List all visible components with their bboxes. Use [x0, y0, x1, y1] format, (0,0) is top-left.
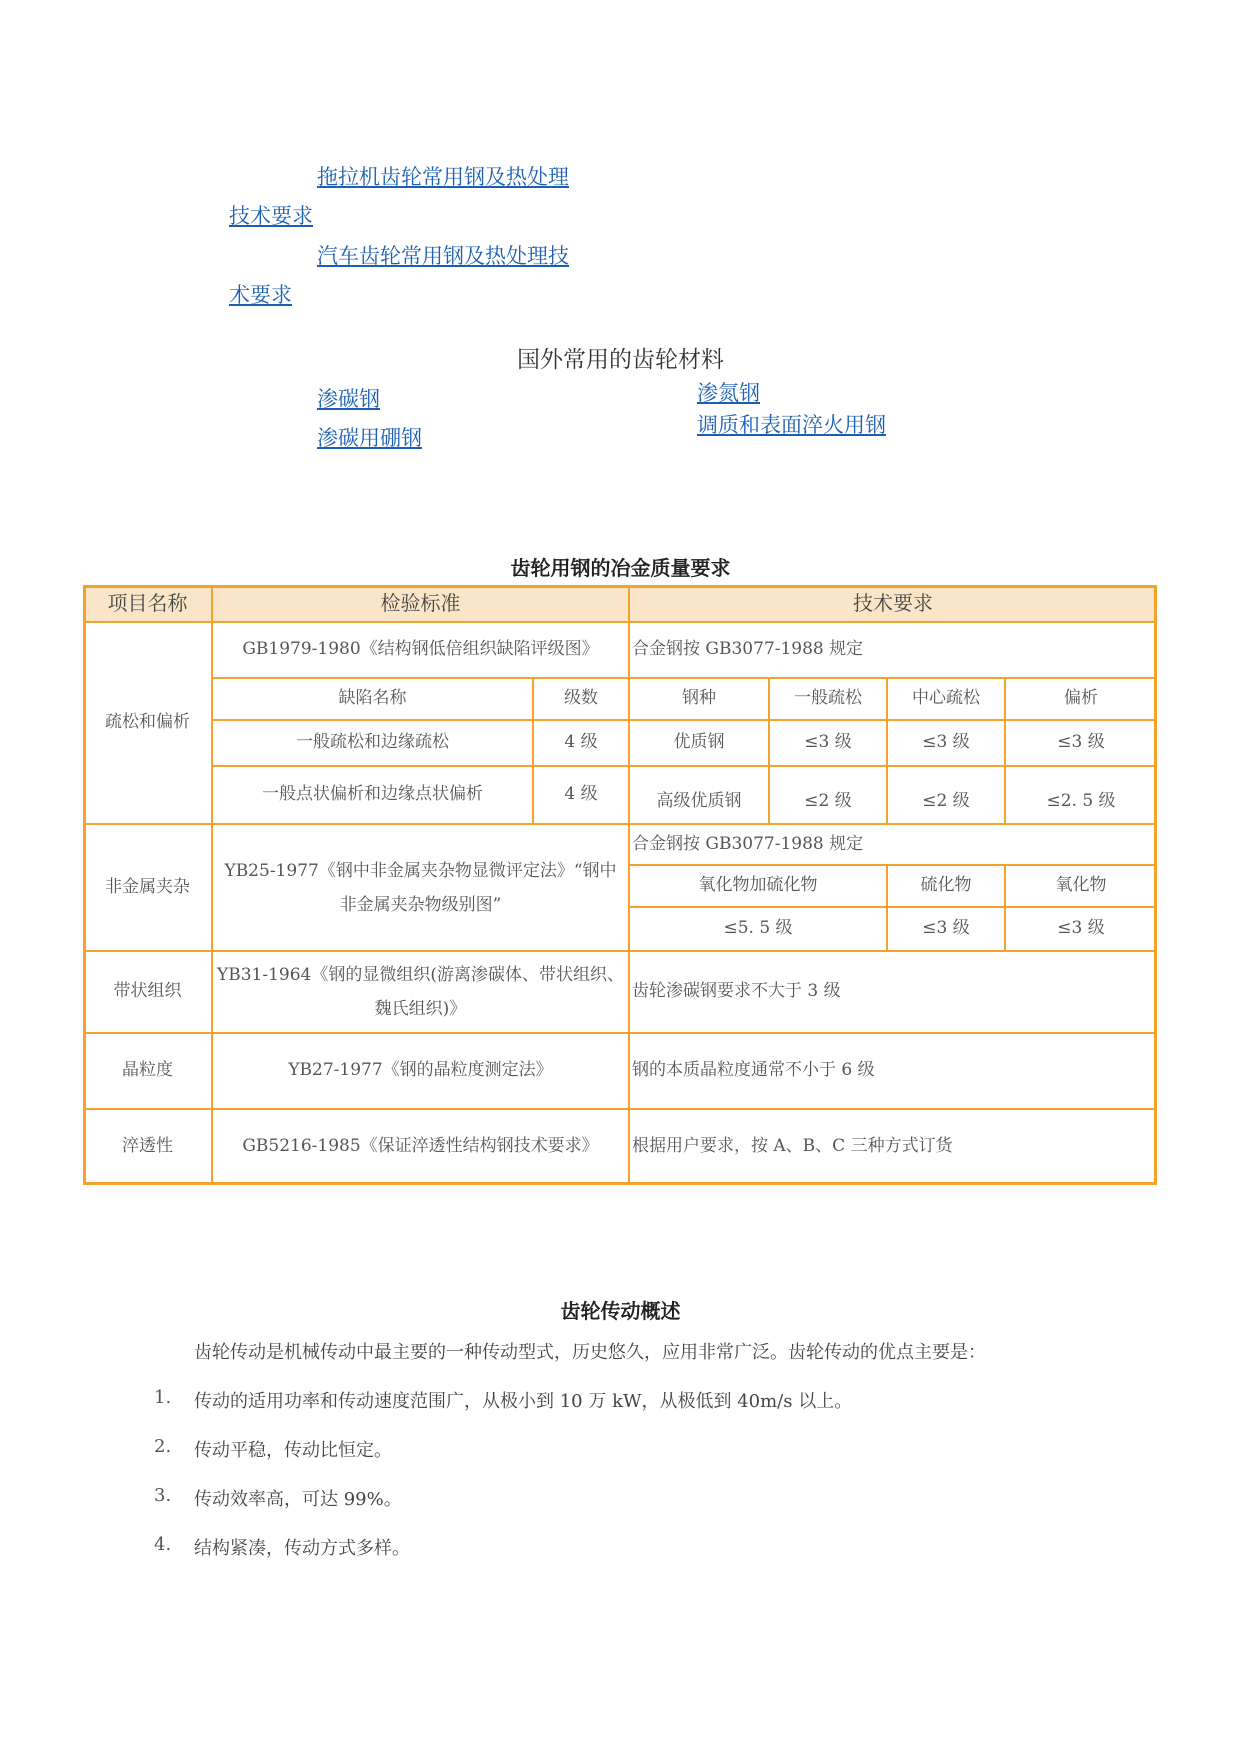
list-item: 传动效率高，可达 99%。	[194, 1489, 402, 1510]
link-quench-temper-steel[interactable]: 调质和表面淬火用钢	[697, 413, 886, 437]
center-porosity-header: 中心疏松	[912, 688, 980, 709]
center-porosity-cell: ≤3 级	[922, 732, 970, 753]
row-name-banded: 带状组织	[113, 981, 182, 1002]
segregation-header: 偏析	[1064, 688, 1098, 709]
general-porosity-cell: ≤2 级	[804, 791, 852, 812]
link-auto-gear-steel-cont[interactable]: 术要求	[229, 283, 292, 307]
oxide-sulfide-header: 氧化物加硫化物	[698, 875, 818, 896]
table-rule	[886, 678, 888, 824]
table-rule	[1004, 678, 1006, 824]
list-number: 2.	[154, 1436, 172, 1457]
list-item: 传动平稳，传动比恒定。	[194, 1440, 392, 1461]
foreign-materials-title: 国外常用的齿轮材料	[517, 347, 724, 373]
grade-header: 级数	[564, 688, 598, 709]
row-name-porosity: 疏松和偏析	[105, 711, 190, 732]
table-rule	[83, 1108, 1157, 1110]
defect-name-header: 缺陷名称	[338, 688, 407, 709]
steel-grade-header: 钢种	[682, 688, 716, 709]
defect-grade: 4 级	[564, 784, 598, 805]
defect-name: 一般疏松和边缘疏松	[296, 732, 449, 753]
list-item: 传动的适用功率和传动速度范围广，从极小到 10 万 kW，从极低到 40m/s 以上。	[194, 1391, 853, 1412]
inclusion-standard: YB25-1977《钢中非金属夹杂物显微评定法》“钢中非金属夹杂物级别图”	[224, 860, 617, 915]
header-item-name: 项目名称	[83, 585, 212, 621]
link-carburizing-steel[interactable]: 渗碳钢	[317, 387, 380, 411]
row-name-grain: 晶粒度	[122, 1060, 173, 1081]
header-standard: 检验标准	[212, 585, 629, 621]
list-number: 3.	[154, 1485, 172, 1506]
center-porosity-cell: ≤2 级	[922, 791, 970, 812]
table-rule	[629, 864, 1157, 866]
table-rule	[629, 906, 1157, 908]
link-nitriding-steel[interactable]: 渗氮钢	[697, 381, 760, 405]
overview-title: 齿轮传动概述	[560, 1299, 681, 1323]
porosity-standard: GB1979-1980《结构钢低倍组织缺陷评级图》	[242, 638, 599, 659]
row-name-hardenability: 淬透性	[122, 1136, 173, 1157]
segregation-cell: ≤2. 5 级	[1046, 791, 1116, 812]
table-rule	[768, 678, 770, 824]
overview-intro: 齿轮传动是机械传动中最主要的一种传动型式，历史悠久，应用非常广泛。齿轮传动的优点主要是：	[194, 1342, 986, 1363]
list-number: 4.	[154, 1534, 172, 1555]
steel-grade-cell: 高级优质钢	[656, 791, 742, 812]
inclusion-requirement: 合金钢按 GB3077-1988 规定	[632, 833, 864, 854]
general-porosity-cell: ≤3 级	[804, 732, 852, 753]
table-rule	[83, 823, 1157, 825]
row-name-inclusion: 非金属夹杂	[105, 876, 190, 897]
general-porosity-header: 一般疏松	[794, 688, 862, 709]
banded-requirement: 齿轮渗碳钢要求不大于 3 级	[632, 981, 841, 1002]
list-item: 结构紧凑，传动方式多样。	[194, 1538, 410, 1559]
table-rule	[532, 678, 534, 824]
oxide-sulfide-value: ≤5. 5 级	[723, 918, 793, 939]
link-boron-carburizing-steel[interactable]: 渗碳用硼钢	[317, 426, 422, 450]
table-title: 齿轮用钢的冶金质量要求	[510, 556, 731, 580]
steel-grade-cell: 优质钢	[673, 732, 725, 753]
link-tractor-gear-steel-cont[interactable]: 技术要求	[229, 204, 313, 228]
table-rule	[628, 585, 630, 1185]
table-rule	[83, 950, 1157, 952]
oxide-header: 氧化物	[1055, 875, 1107, 896]
oxide-value: ≤3 级	[1057, 918, 1105, 939]
table-border	[83, 585, 1157, 588]
sulfide-header: 硫化物	[920, 875, 972, 896]
hardenability-standard: GB5216-1985《保证淬透性结构钢技术要求》	[242, 1136, 599, 1157]
table-rule	[212, 765, 1157, 767]
table-border	[1154, 585, 1157, 1185]
table-rule	[212, 719, 1157, 721]
segregation-cell: ≤3 级	[1057, 732, 1105, 753]
table-border	[83, 585, 86, 1185]
table-rule	[1004, 865, 1006, 951]
table-rule	[83, 1032, 1157, 1034]
defect-grade: 4 级	[564, 732, 598, 753]
list-number: 1.	[154, 1387, 172, 1408]
grain-standard: YB27-1977《钢的晶粒度测定法》	[288, 1060, 553, 1081]
header-requirement: 技术要求	[629, 585, 1157, 621]
link-auto-gear-steel[interactable]: 汽车齿轮常用钢及热处理技	[317, 244, 569, 268]
table-rule	[211, 585, 213, 1185]
table-rule	[83, 621, 1157, 623]
table-rule	[212, 677, 1157, 679]
hardenability-requirement: 根据用户要求，按 A、B、C 三种方式订货	[632, 1136, 953, 1157]
banded-standard: YB31-1964《钢的显微组织(游离渗碳体、带状组织、魏氏组织)》	[217, 965, 624, 1019]
sulfide-value: ≤3 级	[922, 918, 970, 939]
grain-requirement: 钢的本质晶粒度通常不小于 6 级	[632, 1060, 875, 1081]
defect-name: 一般点状偏析和边缘点状偏析	[262, 784, 483, 805]
metallurgical-quality-table	[83, 585, 1157, 1185]
table-border	[83, 1182, 1157, 1185]
porosity-requirement: 合金钢按 GB3077-1988 规定	[632, 638, 864, 659]
link-tractor-gear-steel[interactable]: 拖拉机齿轮常用钢及热处理	[317, 165, 569, 189]
table-rule	[886, 865, 888, 951]
